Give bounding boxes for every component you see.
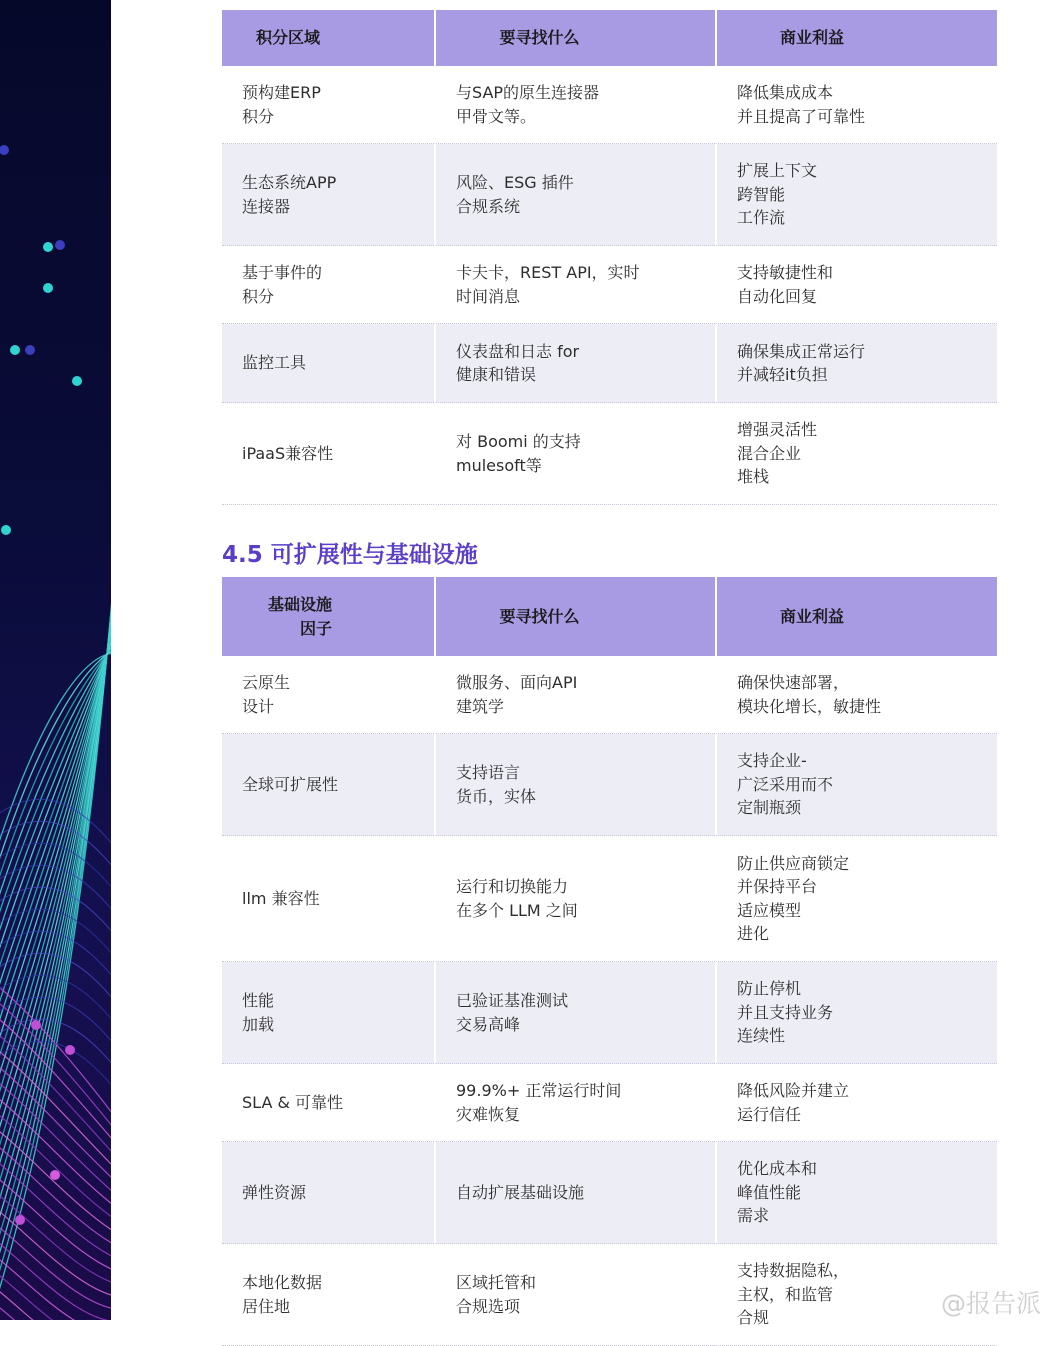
- table-row: [222, 1244, 997, 1346]
- table-cell-c2: [434, 1142, 715, 1244]
- cell-line: 预构建ERP: [242, 83, 321, 102]
- table-header-row: [222, 10, 997, 66]
- cell-line: 居住地: [242, 1296, 291, 1316]
- cell-line: 广泛采用而不: [737, 774, 834, 794]
- table-row: [222, 66, 997, 144]
- cell-line: 弹性资源: [242, 1182, 307, 1202]
- cell-line: 优化成本和: [737, 1159, 818, 1179]
- header-infrastructure-factor: 基础设施 因子: [222, 577, 434, 656]
- cell-line: 并且支持业务: [737, 1002, 834, 1022]
- cell-line: 交易高峰: [456, 1014, 521, 1034]
- cell-line: 模块化增长，敏捷性: [737, 696, 882, 716]
- table-cell-c1: [222, 403, 434, 505]
- table-cell-c2: [434, 734, 715, 836]
- cell-line: 需求: [737, 1206, 770, 1226]
- table-cell-c3: [715, 656, 997, 734]
- cell-line: 支持数据隐私，: [737, 1261, 850, 1281]
- cell-line: 防止供应商锁定: [737, 853, 850, 873]
- table-cell-c1: [222, 1142, 434, 1244]
- table-cell-c1: [222, 962, 434, 1064]
- cell-line: 确保集成正常运行: [737, 341, 866, 361]
- header-business-benefit: 商业利益: [715, 10, 997, 66]
- cell-line: 积分: [242, 286, 275, 306]
- cell-line: 积分: [242, 106, 275, 126]
- table-row: [222, 962, 997, 1064]
- header-what-to-look-for: 要寻找什么: [434, 10, 715, 66]
- cell-line: 灾难恢复: [456, 1104, 521, 1124]
- cell-line: 跨智能: [737, 184, 786, 204]
- cell-line: 降低集成成本: [737, 83, 834, 102]
- table-row: [222, 836, 997, 962]
- cell-line: 进化: [737, 924, 770, 943]
- cell-line: 建筑学: [456, 696, 505, 716]
- table-cell-c1: [222, 734, 434, 836]
- table-row: [222, 734, 997, 836]
- cell-line: 堆栈: [737, 467, 770, 487]
- table-cell-c2: [434, 836, 715, 962]
- table-cell-c3: [715, 66, 997, 144]
- cell-line: 云原生: [242, 673, 291, 692]
- table-cell-c3: [715, 962, 997, 1064]
- table-cell-c1: [222, 1064, 434, 1142]
- cell-line: 自动扩展基础设施: [456, 1182, 585, 1202]
- cell-line: 峰值性能: [737, 1182, 802, 1202]
- cell-line: 健康和错误: [456, 365, 537, 384]
- header-what-to-look-for: 要寻找什么: [434, 577, 715, 656]
- cell-line: 连接器: [242, 196, 291, 216]
- cell-line: 防止停机: [737, 979, 802, 999]
- cell-line: llm 兼容性: [242, 888, 320, 908]
- cell-line: 支持敏捷性和: [737, 263, 834, 282]
- table-cell-c2: [434, 962, 715, 1064]
- cell-line: 已验证基准测试: [456, 991, 569, 1010]
- infrastructure-table: [222, 577, 997, 1346]
- table-cell-c2: [434, 403, 715, 505]
- cell-line: 运行和切换能力: [456, 877, 569, 896]
- cell-line: 支持语言: [456, 763, 521, 782]
- table-cell-c1: [222, 246, 434, 324]
- cell-line: 主权，和监管: [737, 1284, 834, 1304]
- cell-line: 与SAP的原生连接器: [456, 83, 600, 102]
- cell-line: 支持企业-: [737, 751, 807, 771]
- table-row: [222, 403, 997, 505]
- cell-line: 甲骨文等。: [456, 106, 537, 126]
- header-business-benefit: 商业利益: [715, 577, 997, 656]
- table-cell-c1: [222, 324, 434, 403]
- table-cell-c3: [715, 144, 997, 246]
- table-cell-c1: [222, 836, 434, 962]
- table-cell-c2: [434, 66, 715, 144]
- abstract-lines-graphic: [0, 0, 111, 1320]
- cell-line: 本地化数据: [242, 1273, 323, 1292]
- table-cell-c3: [715, 836, 997, 962]
- cell-line: 监控工具: [242, 353, 307, 373]
- cell-line: 仪表盘和日志 for: [456, 341, 580, 361]
- table-cell-c3: [715, 246, 997, 324]
- table-cell-c1: [222, 66, 434, 144]
- cell-line: mulesoft等: [456, 455, 542, 475]
- cell-line: 在多个 LLM 之间: [456, 900, 578, 920]
- table-cell-c3: [715, 1142, 997, 1244]
- integration-table: [222, 10, 997, 505]
- cell-line: 区域托管和: [456, 1273, 537, 1292]
- table-header-row: [222, 577, 997, 656]
- cell-line: 工作流: [737, 208, 786, 228]
- table-row: [222, 656, 997, 734]
- cell-line: 自动化回复: [737, 286, 818, 306]
- cell-line: 性能: [242, 991, 275, 1010]
- table-cell-c3: [715, 403, 997, 505]
- cell-line: 设计: [242, 696, 275, 716]
- table-row: [222, 324, 997, 403]
- cell-line: 适应模型: [737, 900, 802, 920]
- table-cell-c2: [434, 144, 715, 246]
- cell-line: 货币，实体: [456, 786, 537, 806]
- cell-line: 定制瓶颈: [737, 798, 802, 818]
- cell-line: 时间消息: [456, 286, 521, 306]
- cell-line: 基于事件的: [242, 263, 323, 282]
- cell-line: 并减轻it负担: [737, 365, 828, 384]
- section-title: 4.5 可扩展性与基础设施: [222, 542, 478, 568]
- cell-line: 混合企业: [737, 443, 802, 463]
- cell-line: 对 Boomi 的支持: [456, 432, 581, 451]
- table-row: [222, 1142, 997, 1244]
- cell-line: SLA & 可靠性: [242, 1092, 344, 1112]
- cell-line: 全球可扩展性: [242, 774, 339, 794]
- table-row: [222, 1064, 997, 1142]
- cell-line: 降低风险并建立: [737, 1081, 850, 1100]
- cell-line: 连续性: [737, 1026, 786, 1046]
- cell-line: 并且提高了可靠性: [737, 106, 866, 126]
- cell-line: 增强灵活性: [737, 420, 818, 440]
- cell-line: 99.9%+ 正常运行时间: [456, 1081, 622, 1100]
- decorative-side-art: [0, 0, 111, 1320]
- header-integration-area: 积分区域: [222, 10, 434, 66]
- table-cell-c2: [434, 1244, 715, 1346]
- cell-line: 微服务、面向API: [456, 673, 578, 692]
- table-cell-c2: [434, 324, 715, 403]
- table-cell-c3: [715, 734, 997, 836]
- cell-line: 运行信任: [737, 1104, 802, 1124]
- cell-line: 卡夫卡，REST API，实时: [456, 263, 640, 282]
- table-row: [222, 246, 997, 324]
- table-cell-c3: [715, 1064, 997, 1142]
- cell-line: 风险、ESG 插件: [456, 173, 574, 192]
- watermark: @报告派: [941, 1289, 1042, 1318]
- cell-line: 合规选项: [456, 1296, 521, 1316]
- table-cell-c1: [222, 144, 434, 246]
- table-cell-c2: [434, 246, 715, 324]
- table-row: [222, 144, 997, 246]
- cell-line: 扩展上下文: [737, 161, 818, 181]
- cell-line: iPaaS兼容性: [242, 443, 334, 463]
- table-cell-c2: [434, 656, 715, 734]
- cell-line: 确保快速部署，: [737, 673, 850, 692]
- cell-line: 合规: [737, 1308, 770, 1328]
- table-cell-c1: [222, 656, 434, 734]
- table-cell-c3: [715, 324, 997, 403]
- table-cell-c1: [222, 1244, 434, 1346]
- cell-line: 生态系统APP: [242, 173, 337, 192]
- table-cell-c2: [434, 1064, 715, 1142]
- cell-line: 合规系统: [456, 196, 521, 216]
- cell-line: 并保持平台: [737, 877, 818, 896]
- cell-line: 加载: [242, 1014, 275, 1034]
